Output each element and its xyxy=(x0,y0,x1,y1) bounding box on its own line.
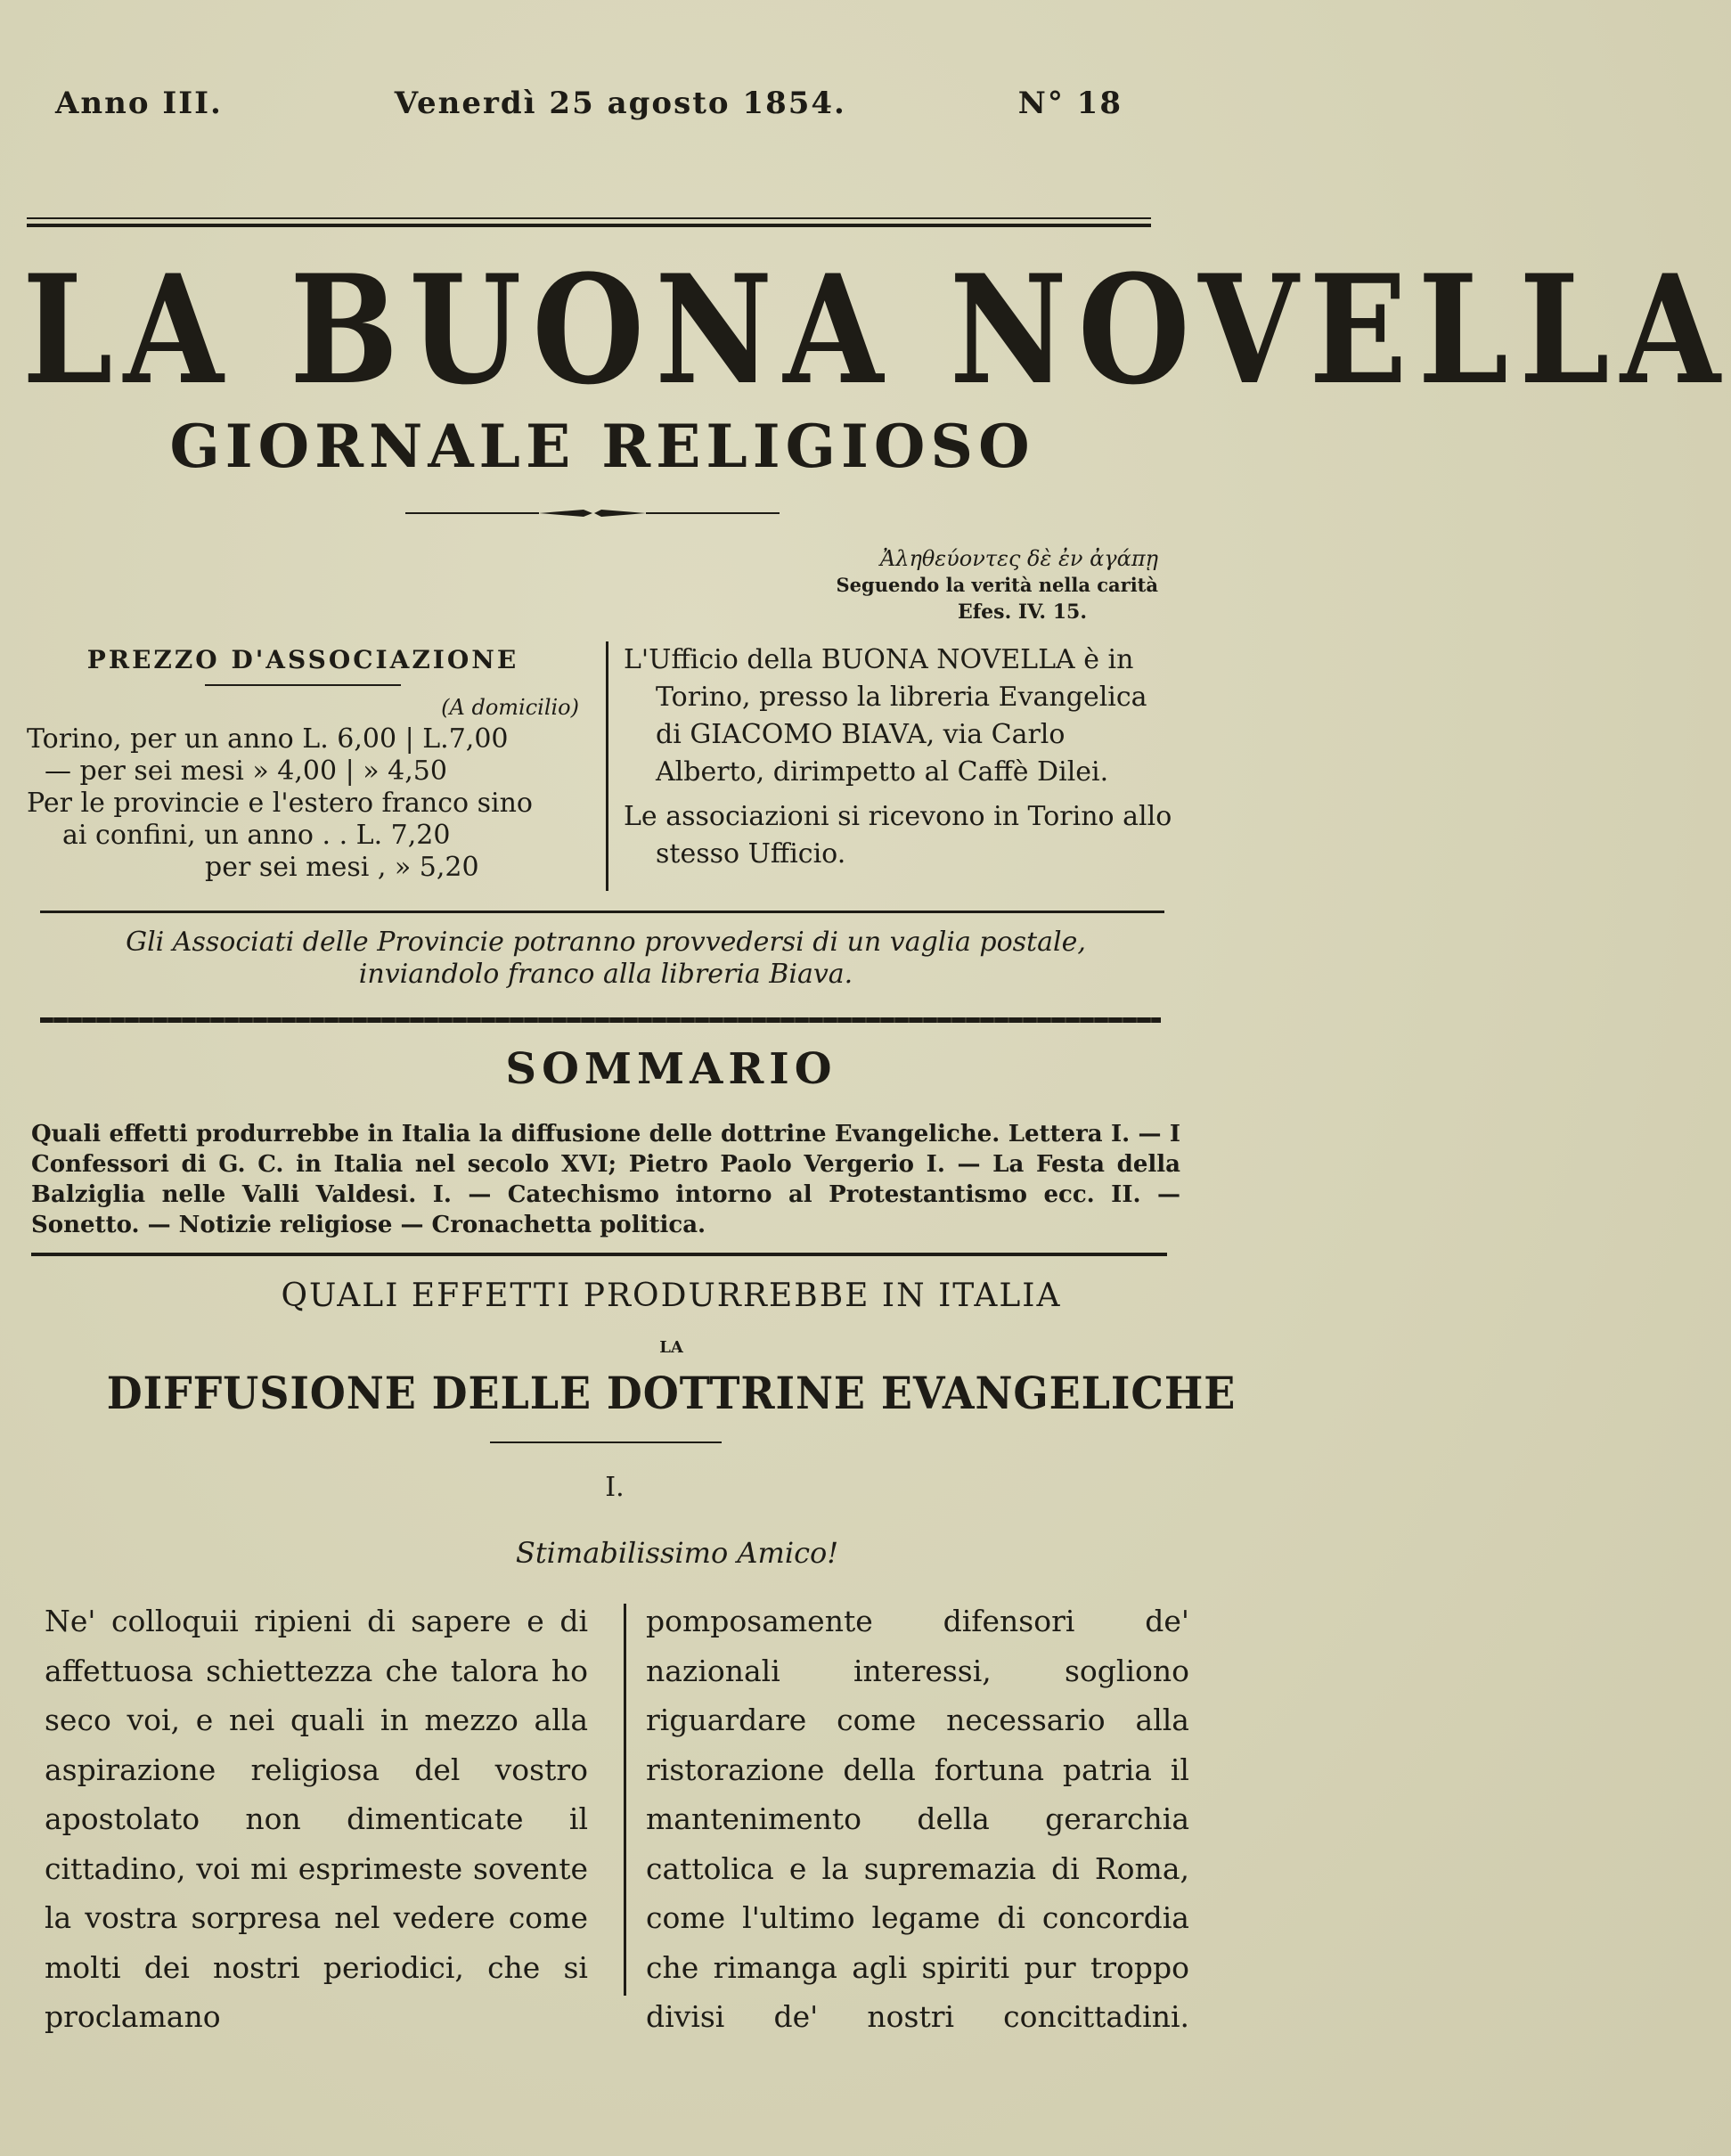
sommario-heading: SOMMARIO xyxy=(505,1044,837,1094)
issue-number: N° 18 xyxy=(1017,86,1123,121)
prezzo-rule xyxy=(205,684,401,686)
article-column-left: Ne' colloquii ripieni di sapere e di affettuosa schiettezza che talora ho seco voi, e nei quali in mezzo alla aspirazione religiosa del vostro apostolato non dimenticate il cittadino, voi mi esprimeste sovente la vostra sorpresa nel vedere come molti dei nostri periodici, che si proclamano xyxy=(45,1604,588,2034)
ufficio-paragraph: Le associazioni si ricevono in Torino allo stesso Ufficio. xyxy=(624,801,1172,870)
ornament-divider xyxy=(405,506,780,520)
title-rule xyxy=(490,1441,722,1443)
notice-line: Gli Associati delle Provincie potranno provvedersi di un vaglia postale, xyxy=(126,927,1086,958)
letter-number: I. xyxy=(605,1472,625,1503)
newspaper-title: LA BUONA NOVELLA xyxy=(22,241,1731,418)
motto-block xyxy=(784,545,1158,625)
prezzo-line: ai confini, un anno . . L. 7,20 xyxy=(62,820,451,851)
notice-line: inviandolo franco alla libreria Biava. xyxy=(358,959,853,990)
issue-date: Venerdì 25 agosto 1854. xyxy=(394,86,846,121)
motto-greek: Ἀληθεύοντες δὲ ἐν ἀγάπῃ xyxy=(879,546,1158,571)
sommario-rule xyxy=(31,1253,1167,1256)
motto-italian: Seguendo la verità nella carità xyxy=(836,574,1158,596)
masthead-line xyxy=(27,86,1151,121)
article-column-divider xyxy=(624,1604,626,1996)
prezzo-line: per sei mesi , » 5,20 xyxy=(205,852,479,883)
article-kicker: QUALI EFFETTI PRODURREBBE IN ITALIA xyxy=(281,1278,1062,1314)
motto-reference: Efes. IV. 15. xyxy=(957,600,1087,624)
prezzo-block xyxy=(27,691,579,884)
ufficio-paragraph: L'Ufficio della BUONA NOVELLA è in Torino, presso la libreria Evangelica di GIACOMO BIAVA, via Carlo Alberto, dirimpetto al Caffè Dilei. xyxy=(624,644,1147,788)
prezzo-heading: PREZZO D'ASSOCIAZIONE xyxy=(86,645,519,674)
prezzo-line: — per sei mesi » 4,00 | » 4,50 xyxy=(45,755,447,787)
prezzo-line: Torino, per un anno L. 6,00 | L.7,00 xyxy=(27,723,509,755)
article-title: DIFFUSIONE DELLE DOTTRINE EVANGELICHE xyxy=(106,1367,1237,1419)
issue-year: Anno III. xyxy=(55,86,223,121)
ufficio-block xyxy=(624,641,1176,880)
section-rule xyxy=(40,911,1164,913)
salutation: Stimabilissimo Amico! xyxy=(515,1536,839,1570)
column-divider xyxy=(606,641,608,891)
subscriber-notice xyxy=(53,927,1158,991)
prezzo-domicilio: (A domicilio) xyxy=(441,695,579,720)
masthead-rule xyxy=(27,217,1151,227)
article-la: LA xyxy=(659,1338,683,1357)
newspaper-subtitle: GIORNALE RELIGIOSO xyxy=(169,412,1035,481)
article-column-right: pomposamente difensori de' nazionali interessi, sogliono riguardare come necessario alla ristorazione della fortuna patria il mantenimento della gerarchia cattolica e la supremazia di Roma, come l'ultimo legame di concordia che rimanga agli spiriti pur troppo divisi de' nostri concittadini. xyxy=(646,1604,1189,2034)
sommario-text: Quali effetti produrrebbe in Italia la diffusione delle dottrine Evangeliche. Lettera I. — I Confessori di G. C. in Italia nel secolo XVI; Pietro Paolo Vergerio I. — La Festa della Balziglia nelle Valli Valdesi. I. — Catechismo intorno al Protestantismo ecc. II. — Sonetto. — Notizie religiose — Cronachetta politica. xyxy=(31,1121,1180,1238)
prezzo-line: Per le provincie e l'estero franco sino xyxy=(27,788,533,819)
decorative-rule xyxy=(40,1017,1161,1023)
